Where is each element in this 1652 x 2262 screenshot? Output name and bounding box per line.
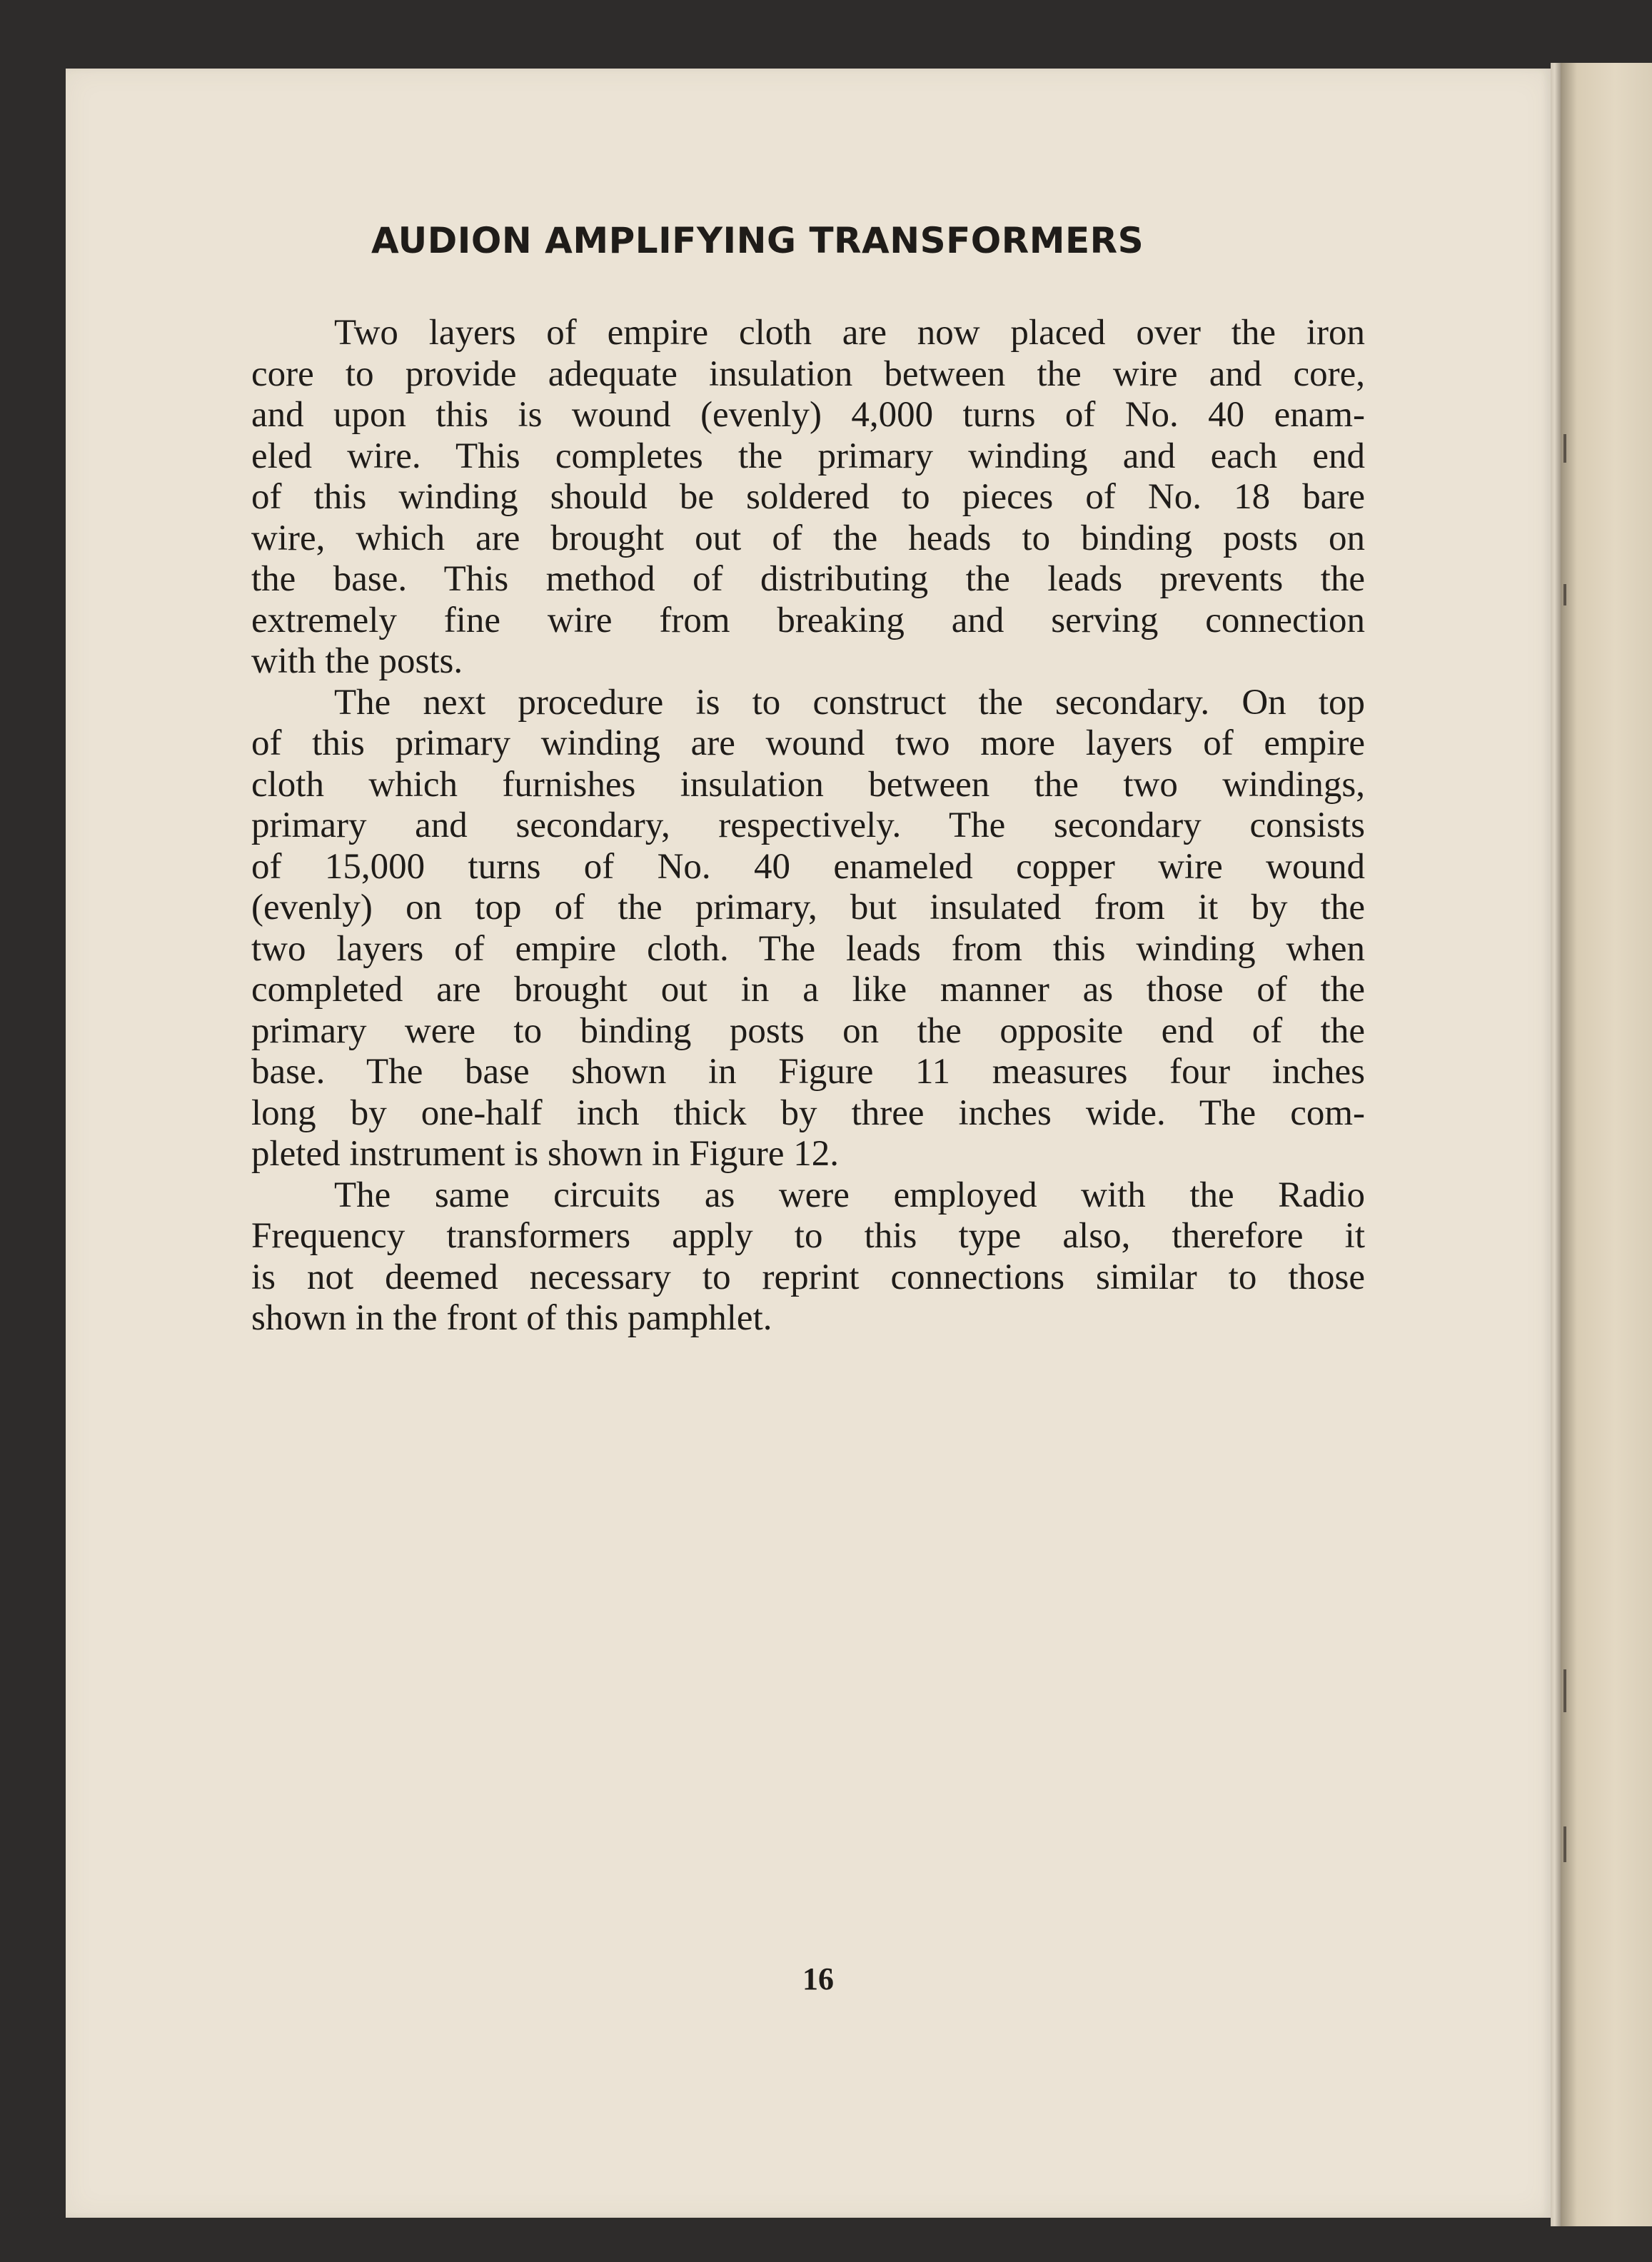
text-line: cloth which furnishes insulation between the two windings, [251,764,1365,805]
text-line: extremely fine wire from breaking and serving connection [251,600,1365,640]
text-line: with the posts. [251,641,463,681]
page-number: 16 [802,1961,834,1996]
binding-mark [1563,584,1566,605]
text-line: The same circuits as were employed with the Radio [334,1175,1365,1215]
text-line: The next procedure is to construct the secondary. On top [334,682,1365,723]
binding-mark [1563,434,1566,463]
text-line: Two layers of empire cloth are now placed over the iron [334,313,1365,353]
text-line: long by one-half inch thick by three inches wide. The com- [251,1092,1365,1133]
body-text [251,313,1365,1339]
text-line: shown in the front of this pamphlet. [251,1298,772,1338]
binding-mark [1563,1669,1566,1712]
text-line: (evenly) on top of the primary, but insulated from it by the [251,888,1365,928]
paragraph-1 [251,313,1365,683]
paragraph-3 [251,1175,1365,1339]
text-line: core to provide adequate insulation between the wire and core, [251,353,1365,394]
text-line: is not deemed necessary to reprint connections similar to those [251,1257,1365,1297]
text-line: pleted instrument is shown in Figure 12. [251,1134,840,1174]
text-line: eled wire. This completes the primary winding and each end [251,436,1365,476]
text-line: Frequency transformers apply to this type also, therefore it [251,1216,1365,1256]
page-title: AUDION AMPLIFYING TRANSFORMERS [371,220,1144,261]
text-line: two layers of empire cloth. The leads from this winding when [251,928,1365,969]
text-line: primary and secondary, respectively. The secondary consists [251,805,1365,845]
adjacent-page-edge [1561,63,1652,2226]
paragraph-2 [251,683,1365,1175]
text-line: the base. This method of distributing the leads prevents the [251,559,1365,599]
page-edge [1551,63,1561,2226]
text-line: of 15,000 turns of No. 40 enameled copper wire wound [251,846,1365,887]
text-line: and upon this is wound (evenly) 4,000 turns of No. 40 enam- [251,395,1365,435]
text-line: primary were to binding posts on the opposite end of the [251,1010,1365,1051]
text-line: of this primary winding are wound two more layers of empire [251,723,1365,763]
text-line: of this winding should be soldered to pieces of No. 18 bare [251,477,1365,517]
binding-mark [1563,1826,1566,1862]
text-line: completed are brought out in a like manner as those of the [251,970,1365,1010]
text-line: wire, which are brought out of the heads to binding posts on [251,518,1365,558]
text-line: base. The base shown in Figure 11 measures four inches [251,1052,1365,1092]
